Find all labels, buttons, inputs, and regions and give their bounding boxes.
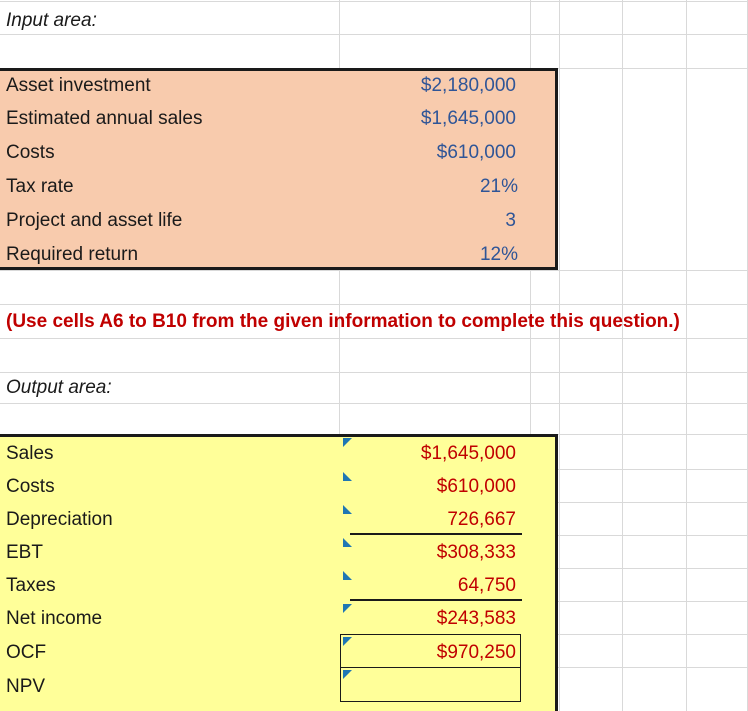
input-range	[0, 68, 558, 270]
comment-indicator-icon[interactable]	[343, 438, 352, 447]
instruction-note[interactable]: (Use cells A6 to B10 from the given information to complete this question.)	[6, 311, 680, 332]
input-label-project-life[interactable]: Project and asset life	[6, 210, 183, 231]
input-value-estimated-annual-sales[interactable]: $1,645,000	[420, 108, 516, 129]
row-divider	[0, 34, 748, 35]
column-divider	[622, 0, 623, 711]
comment-indicator-icon[interactable]	[343, 538, 352, 547]
input-value-asset-investment[interactable]: $2,180,000	[420, 75, 516, 96]
input-label-asset-investment[interactable]: Asset investment	[6, 75, 151, 96]
input-value-tax-rate[interactable]: 21%	[479, 176, 518, 197]
output-label-costs[interactable]: Costs	[6, 476, 55, 497]
row-divider	[0, 1, 748, 2]
column-divider	[559, 0, 560, 711]
subtotal-underline	[350, 533, 522, 535]
row-divider	[0, 270, 748, 271]
comment-indicator-icon[interactable]	[343, 505, 352, 514]
output-value-depreciation[interactable]: 726,667	[447, 509, 516, 530]
input-value-required-return[interactable]: 12%	[479, 244, 518, 265]
output-label-npv[interactable]: NPV	[6, 676, 46, 697]
row-divider	[0, 372, 748, 373]
comment-indicator-icon[interactable]	[343, 604, 352, 613]
npv-answer-cell[interactable]	[340, 667, 521, 702]
input-label-estimated-annual-sales[interactable]: Estimated annual sales	[6, 108, 203, 129]
output-label-depreciation[interactable]: Depreciation	[6, 509, 113, 530]
input-value-project-life[interactable]: 3	[505, 210, 516, 231]
input-label-required-return[interactable]: Required return	[6, 244, 139, 265]
column-divider	[686, 0, 687, 711]
comment-indicator-icon[interactable]	[343, 571, 352, 580]
input-label-costs[interactable]: Costs	[6, 142, 55, 163]
row-divider	[0, 403, 748, 404]
input-value-costs[interactable]: $610,000	[436, 142, 516, 163]
output-label-taxes[interactable]: Taxes	[6, 575, 56, 596]
output-value-net-income[interactable]: $243,583	[436, 608, 516, 629]
input-area-heading[interactable]: Input area:	[6, 10, 97, 31]
output-label-sales[interactable]: Sales	[6, 443, 54, 464]
comment-indicator-icon[interactable]	[343, 472, 352, 481]
input-label-tax-rate[interactable]: Tax rate	[6, 176, 74, 197]
output-value-costs[interactable]: $610,000	[436, 476, 516, 497]
output-value-sales[interactable]: $1,645,000	[420, 443, 516, 464]
subtotal-underline	[350, 599, 522, 601]
output-value-ocf[interactable]: $970,250	[436, 642, 516, 663]
output-label-net-income[interactable]: Net income	[6, 608, 103, 629]
output-label-ebt[interactable]: EBT	[6, 542, 43, 563]
output-label-ocf[interactable]: OCF	[6, 642, 47, 663]
row-divider	[0, 304, 748, 305]
output-value-taxes[interactable]: 64,750	[457, 575, 516, 596]
output-area-heading[interactable]: Output area:	[6, 377, 112, 398]
output-value-ebt[interactable]: $308,333	[436, 542, 516, 563]
row-divider	[0, 338, 748, 339]
